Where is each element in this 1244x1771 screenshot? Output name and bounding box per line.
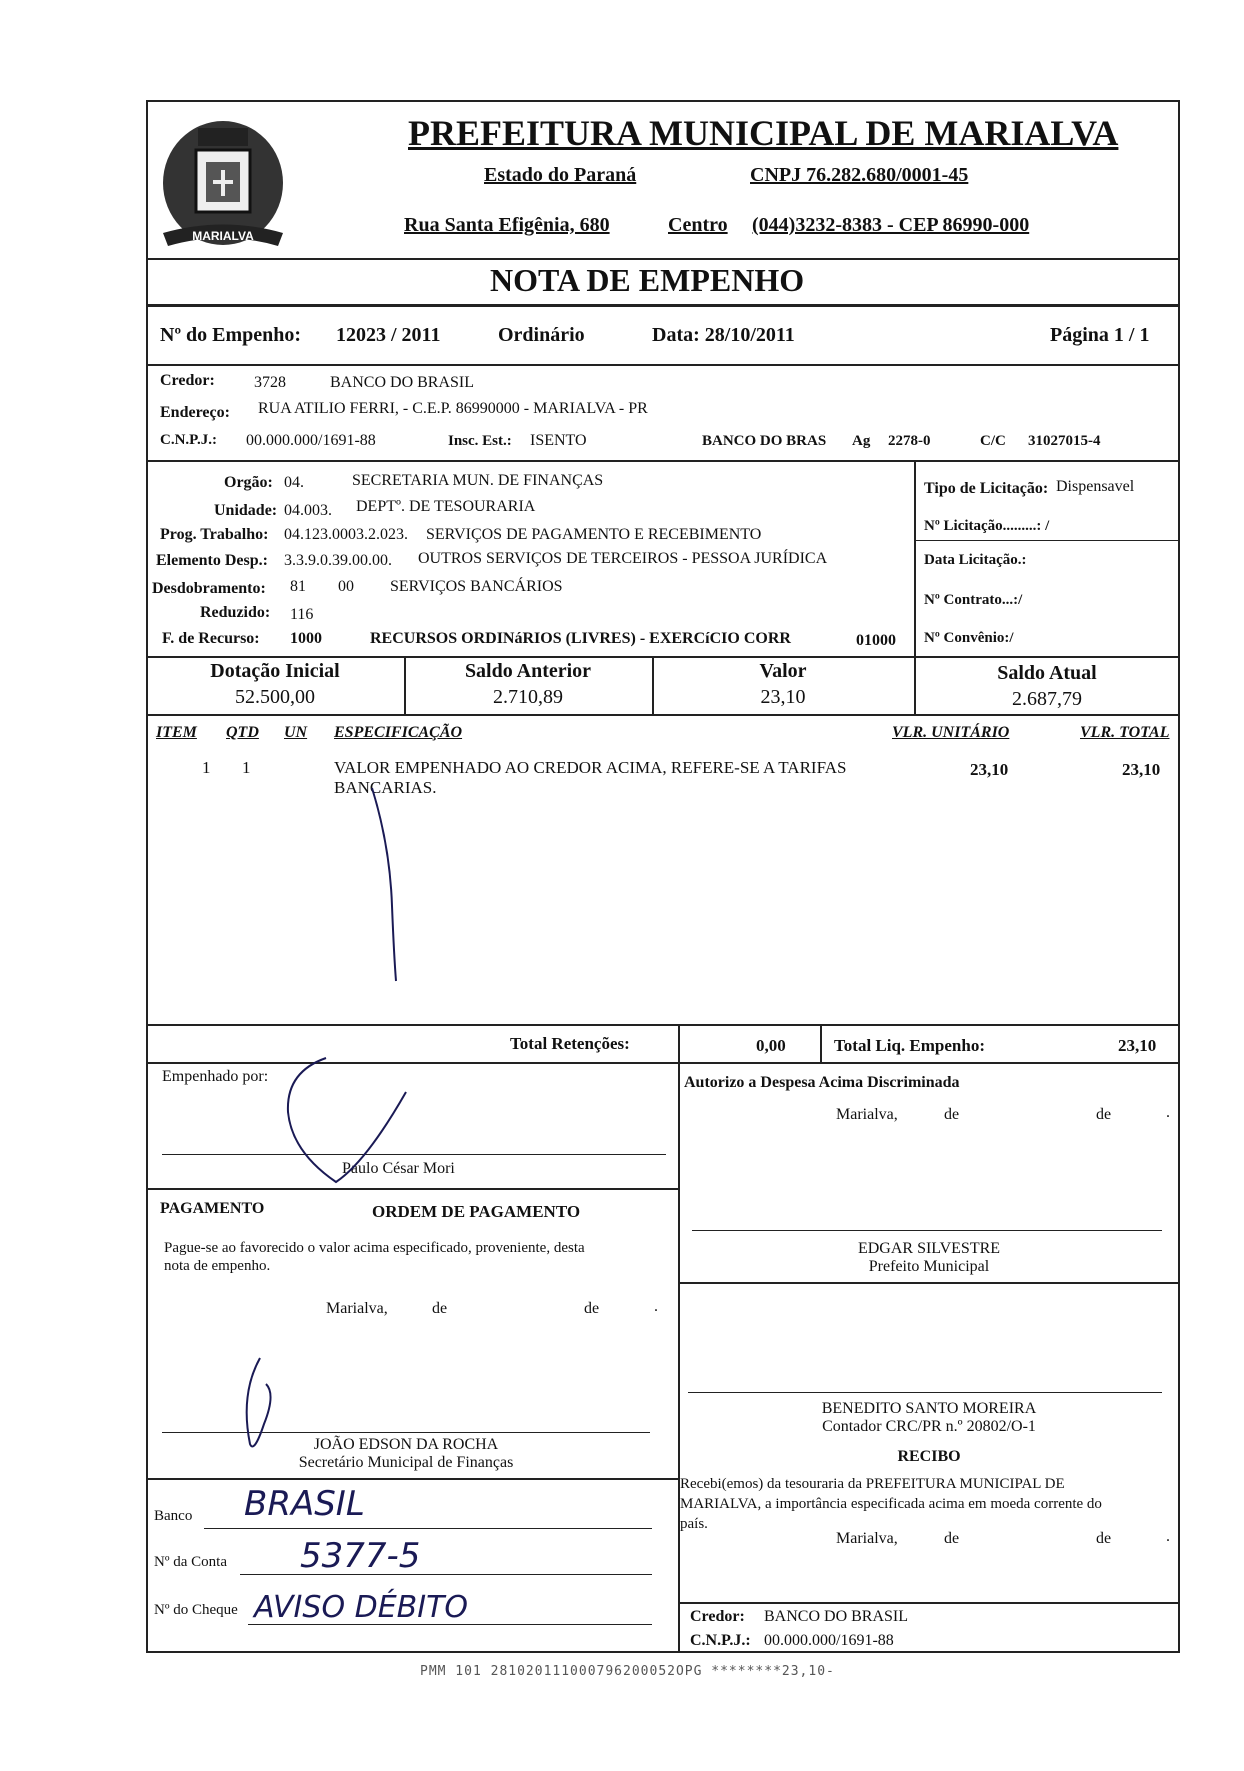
item-number: 1: [202, 758, 211, 777]
autorizo-dot: .: [1166, 1104, 1170, 1121]
footer-credor-label: Credor:: [690, 1608, 745, 1625]
credor-label: Credor:: [160, 372, 215, 389]
elemento-code: 3.3.9.0.39.00.00.: [284, 552, 392, 569]
vunit-header: VLR. UNITÁRIO: [892, 724, 1010, 741]
elemento-label: Elemento Desp.:: [156, 552, 268, 569]
recibo-text1: Recebi(emos) da tesouraria da PREFEITURA MUNICIPAL DE: [680, 1476, 1065, 1492]
valor-value: 23,10: [760, 686, 806, 708]
qtd-header: QTD: [226, 724, 259, 741]
agencia-label: Ag: [852, 433, 871, 449]
autorizo-label: Autorizo a Despesa Acima Discriminada: [684, 1074, 960, 1091]
document-title: NOTA DE EMPENHO: [490, 262, 805, 298]
prog-code: 04.123.0003.2.023.: [284, 526, 408, 543]
desdobramento-b: 00: [338, 578, 354, 595]
tipo-licitacao: Dispensavel: [1056, 478, 1135, 495]
pagamento-label: PAGAMENTO: [160, 1200, 265, 1217]
recurso-label: F. de Recurso:: [162, 630, 260, 647]
empenho-type: Ordinário: [498, 324, 585, 346]
unidade-label: Unidade:: [214, 502, 278, 519]
tipo-licitacao-label: Tipo de Licitação:: [924, 480, 1049, 497]
retencoes-label: Total Retenções:: [510, 1034, 630, 1053]
retencoes-value: 0,00: [756, 1036, 786, 1055]
recibo-place: Marialva,: [836, 1530, 898, 1547]
elemento-name: OUTROS SERVIÇOS DE TERCEIROS - PESSOA JURÍDICA: [418, 550, 828, 567]
conta-corrente-label: C/C: [980, 433, 1006, 449]
item-vunit: 23,10: [970, 760, 1009, 779]
desdobramento-name: SERVIÇOS BANCÁRIOS: [390, 578, 563, 595]
prog-label: Prog. Trabalho:: [160, 526, 269, 543]
recibo-dot: .: [1166, 1528, 1170, 1545]
num-contrato: Nº Contrato...:/: [924, 592, 1023, 608]
address-label: Rua Santa Efigênia, 680: [404, 214, 610, 236]
item-spec-line2: BANCARIAS.: [334, 778, 437, 797]
contador-role: Contador CRC/PR n.º 20802/O-1: [822, 1418, 1036, 1435]
conta-corrente: 31027015-4: [1028, 433, 1101, 449]
cnpj-credor-label: C.N.P.J.:: [160, 432, 217, 448]
empenho-number: 12023 / 2011: [336, 324, 441, 346]
orgao-name: SECRETARIA MUN. DE FINANÇAS: [352, 472, 604, 489]
unidade-name: DEPTº. DE TESOURARIA: [356, 498, 536, 515]
cnpj-label: CNPJ 76.282.680/0001-45: [750, 164, 969, 186]
ordem-pagamento-title: ORDEM DE PAGAMENTO: [372, 1202, 581, 1221]
insc-est: ISENTO: [530, 432, 587, 449]
state-label: Estado do Paraná: [484, 164, 637, 186]
cheque-handwritten: AVISO DÉBITO: [254, 1590, 469, 1625]
handwritten-stroke: [370, 786, 410, 986]
banco-handwritten: BRASIL: [244, 1484, 365, 1524]
un-header: UN: [284, 724, 308, 741]
saldo-anterior-label: Saldo Anterior: [464, 660, 592, 682]
num-convenio: Nº Convênio:/: [924, 630, 1014, 646]
dotacao-label: Dotação Inicial: [210, 660, 340, 682]
empenho-date: Data: 28/10/2011: [652, 324, 795, 346]
recurso-name: RECURSOS ORDINáRIOS (LIVRES) - EXERCíCIO CORR: [370, 630, 791, 647]
footer-credor-name: BANCO DO BRASIL: [764, 1608, 909, 1625]
recibo-title: RECIBO: [897, 1448, 961, 1465]
recibo-de2: de: [1096, 1530, 1112, 1547]
desdobramento-a: 81: [290, 578, 306, 595]
prefeito-role: Prefeito Municipal: [868, 1258, 990, 1275]
credor-bank: BANCO DO BRAS: [702, 433, 827, 449]
data-licitacao: Data Licitação.:: [924, 552, 1027, 568]
valor-label: Valor: [759, 660, 807, 682]
cheque-label: Nº do Cheque: [154, 1602, 238, 1618]
item-vtotal: 23,10: [1122, 760, 1161, 779]
liq-empenho-value: 23,10: [1118, 1036, 1157, 1055]
prog-name: SERVIÇOS DE PAGAMENTO E RECEBIMENTO: [426, 526, 762, 543]
credor-address: RUA ATILIO FERRI, - C.E.P. 86990000 - MARIALVA - PR: [258, 400, 648, 417]
reduzido-label: Reduzido:: [200, 604, 271, 621]
municipal-crest: [158, 108, 288, 258]
saldo-anterior-value: 2.710,89: [493, 686, 563, 708]
saldo-atual-label: Saldo Atual: [997, 662, 1097, 684]
conta-handwritten: 5377-5: [300, 1536, 421, 1576]
phone-cep-label: (044)3232-8383 - CEP 86990-000: [752, 214, 1030, 236]
autorizo-place: Marialva,: [836, 1106, 898, 1123]
recurso-code: 1000: [290, 630, 322, 647]
credor-name: BANCO DO BRASIL: [330, 374, 475, 391]
empenhado-name: Paulo César Mori: [342, 1160, 455, 1177]
empenho-label: Nº do Empenho:: [160, 324, 302, 346]
cnpj-credor: 00.000.000/1691-88: [246, 432, 376, 449]
liq-empenho-label: Total Liq. Empenho:: [834, 1036, 985, 1055]
pagamento-dot: .: [654, 1298, 658, 1315]
vtotal-header: VLR. TOTAL: [1080, 724, 1170, 741]
saldo-atual-value: 2.687,79: [1012, 688, 1082, 710]
item-spec-line1: VALOR EMPENHADO AO CREDOR ACIMA, REFERE-SE A TARIFAS: [334, 758, 847, 777]
secretario-role: Secretário Municipal de Finanças: [298, 1454, 514, 1471]
pagamento-de1: de: [432, 1300, 448, 1317]
pagamento-de2: de: [584, 1300, 600, 1317]
secretario-signature: [220, 1354, 290, 1464]
pagamento-text2: nota de empenho.: [164, 1258, 271, 1274]
banco-label: Banco: [154, 1508, 193, 1524]
footer-cnpj-label: C.N.P.J.:: [690, 1632, 751, 1649]
autorizo-de2: de: [1096, 1106, 1112, 1123]
contador-name: BENEDITO SANTO MOREIRA: [821, 1400, 1037, 1417]
district-label: Centro: [668, 214, 728, 236]
spec-header: ESPECIFICAÇÃO: [334, 724, 463, 741]
empenhado-label: Empenhado por:: [162, 1068, 269, 1085]
pagamento-place: Marialva,: [326, 1300, 388, 1317]
autorizo-de1: de: [944, 1106, 960, 1123]
unidade-code: 04.003.: [284, 502, 332, 519]
svg-text:MARIALVA: MARIALVA: [192, 229, 254, 243]
pagamento-text1: Pague-se ao favorecido o valor acima especificado, proveniente, desta: [164, 1240, 585, 1256]
page-title: PREFEITURA MUNICIPAL DE MARIALVA: [408, 113, 1119, 153]
agencia: 2278-0: [888, 433, 931, 449]
reduzido: 116: [290, 606, 314, 623]
footer-cnpj: 00.000.000/1691-88: [764, 1632, 894, 1649]
orgao-code: 04.: [284, 474, 304, 491]
recibo-text3: país.: [680, 1516, 708, 1532]
dotacao-value: 52.500,00: [235, 686, 315, 708]
insc-est-label: Insc. Est.:: [448, 433, 512, 449]
recibo-de1: de: [944, 1530, 960, 1547]
orgao-label: Orgão:: [224, 474, 273, 491]
signature-mark: [276, 1052, 416, 1192]
num-licitacao: Nº Licitação.........: /: [924, 518, 1050, 534]
prefeito-name: EDGAR SILVESTRE: [857, 1240, 1001, 1257]
item-header: ITEM: [156, 724, 197, 741]
barcode-text: PMM 101 281020111000796200052OPG ********23,10-: [420, 1664, 835, 1679]
secretario-name: JOÃO EDSON DA ROCHA: [313, 1436, 499, 1453]
item-qtd: 1: [242, 758, 251, 777]
desdobramento-label: Desdobramento:: [152, 580, 266, 597]
credor-code: 3728: [254, 374, 286, 391]
recurso-number: 01000: [856, 632, 896, 649]
conta-label: Nº da Conta: [154, 1554, 227, 1570]
page-number: Página 1 / 1: [1050, 324, 1150, 346]
recibo-text2: MARIALVA, a importância especificada acima em moeda corrente do: [680, 1496, 1102, 1512]
endereco-label: Endereço:: [160, 404, 230, 421]
